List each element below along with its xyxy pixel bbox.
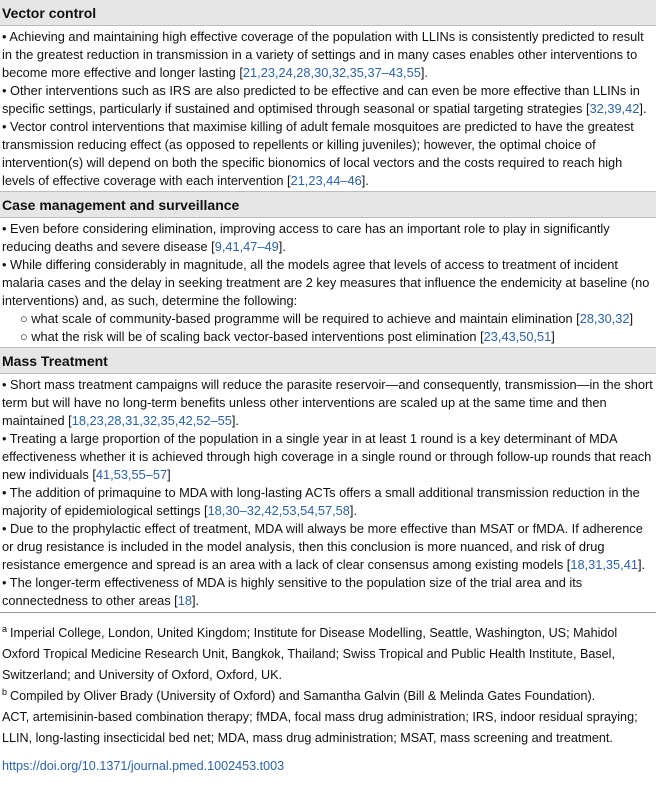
- bullet-item: [2, 118, 654, 190]
- section-header: Mass Treatment: [0, 347, 656, 374]
- bullet-tail: ]: [551, 329, 555, 344]
- section-header: Vector control: [0, 0, 656, 26]
- footnote-mark: a: [2, 623, 8, 634]
- citation-links[interactable]: 18,30–32,42,53,54,57,58: [207, 503, 350, 518]
- bullet-text: • Treating a large proportion of the population in a single year in at least 1 round is a key determinant of MDA effectiveness whether it is achieved through high coverage in a single round or through follow-up rounds that reach new individuals [: [2, 431, 652, 482]
- bullet-text: • Due to the prophylactic effect of treatment, MDA will always be more effective than MSAT or fMDA. If adherence or drug resistance is included in the model analysis, then this conclusion is more nuanced, and risk of drug resistance emergence and spread is an area with a lack of clear consensus among existing models [: [2, 521, 643, 572]
- bullet-tail: ].: [639, 101, 647, 116]
- bullet-item: [2, 256, 654, 310]
- bullet-tail: ]: [629, 311, 634, 326]
- bullet-tail: ].: [420, 65, 428, 80]
- doi-link[interactable]: https://doi.org/10.1371/journal.pmed.1002453.t003: [2, 759, 285, 773]
- bullet-tail: ]: [167, 467, 171, 482]
- citation-links[interactable]: 23,43,50,51: [483, 329, 552, 344]
- bullet-text: • Vector control interventions that maximise killing of adult female mosquitoes are predicted to have the greatest transmission reducing effect (as opposed to repellents or killing juveniles); however, the optimal choice of intervention(s) will depend on both the specific bionomics of local vectors and the costs required to reach high levels of effective coverage with each intervention [: [2, 119, 634, 188]
- citation-links[interactable]: 32,39,42: [589, 101, 640, 116]
- bullet-tail: ].: [231, 413, 239, 428]
- footnote-text: Compiled by Oliver Brady (University of Oxford) and Samantha Galvin (Bill & Melinda Gates Foundation).: [10, 689, 596, 703]
- sub-bullet-item: [2, 328, 654, 346]
- citation-links[interactable]: 21,23,44–46: [290, 173, 362, 188]
- bullet-tail: ].: [349, 503, 358, 518]
- bullet-item: [2, 28, 654, 82]
- citation-links[interactable]: 18: [177, 593, 192, 608]
- citation-links[interactable]: 21,23,24,28,30,32,35,37–43,55: [242, 65, 421, 80]
- bullet-item: [2, 520, 654, 574]
- bullet-text: • The longer-term effectiveness of MDA is highly sensitive to the population size of the trial area and its connectedness to other areas [: [2, 575, 583, 608]
- footnote: [2, 707, 654, 749]
- section-body: [0, 218, 656, 347]
- bullet-tail: ].: [191, 593, 200, 608]
- sub-bullet-item: [2, 310, 654, 328]
- bullet-text: ○ what scale of community-based programme will be required to achieve and maintain elimination [: [20, 311, 580, 326]
- section-body: [0, 374, 656, 611]
- citation-links[interactable]: 41,53,55–57: [95, 467, 168, 482]
- footnote-text: ACT, artemisinin-based combination therapy; fMDA, focal mass drug administration; IRS, indoor residual spraying; LLIN, long-lasting insecticidal bed net; MDA, mass drug administration; MSAT, mass screening and treatment.: [2, 710, 638, 745]
- footnote-text: Imperial College, London, United Kingdom; Institute for Disease Modelling, Seattle, Washington, US; Mahidol Oxford Tropical Medicine Research Unit, Bangkok, Thailand; Swiss Tropical and Public Health Institute, Basel, Switzerland; and University of Oxford, Oxford, UK.: [2, 626, 618, 682]
- citation-links[interactable]: 18,31,35,41: [570, 557, 638, 572]
- section-body: [0, 26, 656, 191]
- bullet-text: • While differing considerably in magnitude, all the models agree that levels of access to treatment of incident malaria cases and the delay in seeking treatment are 2 key measures that influence the endemicity at baseline (no interventions) and, as such, determine the following:: [2, 257, 650, 308]
- bullet-text: • The addition of primaquine to MDA with long-lasting ACTs offers a small additional transmission reduction in the majority of epidemiological settings [: [2, 485, 640, 518]
- bullet-text: • Even before considering elimination, improving access to care has an important role to play in significantly reducing deaths and severe disease [: [2, 221, 610, 254]
- bullet-tail: ].: [361, 173, 369, 188]
- section-header: Case management and surveillance: [0, 191, 656, 218]
- bullet-tail: ].: [637, 557, 646, 572]
- bullet-item: [2, 220, 654, 256]
- footnote-mark: b: [2, 686, 8, 697]
- citation-links[interactable]: 28,30,32: [579, 311, 630, 326]
- citation-links[interactable]: 9,41,47–49: [214, 239, 279, 254]
- bullet-text: ○ what the risk will be of scaling back vector-based interventions post elimination [: [20, 329, 484, 344]
- footnote: [2, 623, 654, 686]
- bullet-item: [2, 430, 654, 484]
- bullet-tail: ].: [278, 239, 286, 254]
- bullet-item: [2, 484, 654, 520]
- bullet-text: • Short mass treatment campaigns will reduce the parasite reservoir—and consequently, transmission—in the short term but will have no long-term benefits unless other interventions are scaled up at the same time and then maintained [: [2, 377, 653, 428]
- citation-links[interactable]: 18,23,28,31,32,35,42,52–55: [71, 413, 232, 428]
- bullet-item: [2, 376, 654, 430]
- bullet-item: [2, 574, 654, 610]
- bullet-text: • Other interventions such as IRS are also predicted to be effective and can even be more effective than LLINs in specific settings, particularly if sustained and optimised through seasonal or spatial targeting strategies [: [2, 83, 640, 116]
- bullet-text: • Achieving and maintaining high effective coverage of the population with LLINs is consistently predicted to result in the greatest reduction in transmission in a variety of settings and in many cases enables other interventions to become more effective and longer lasting [: [2, 29, 644, 80]
- bullet-item: [2, 82, 654, 118]
- footnote: [2, 686, 654, 707]
- table-footnotes: [0, 612, 656, 749]
